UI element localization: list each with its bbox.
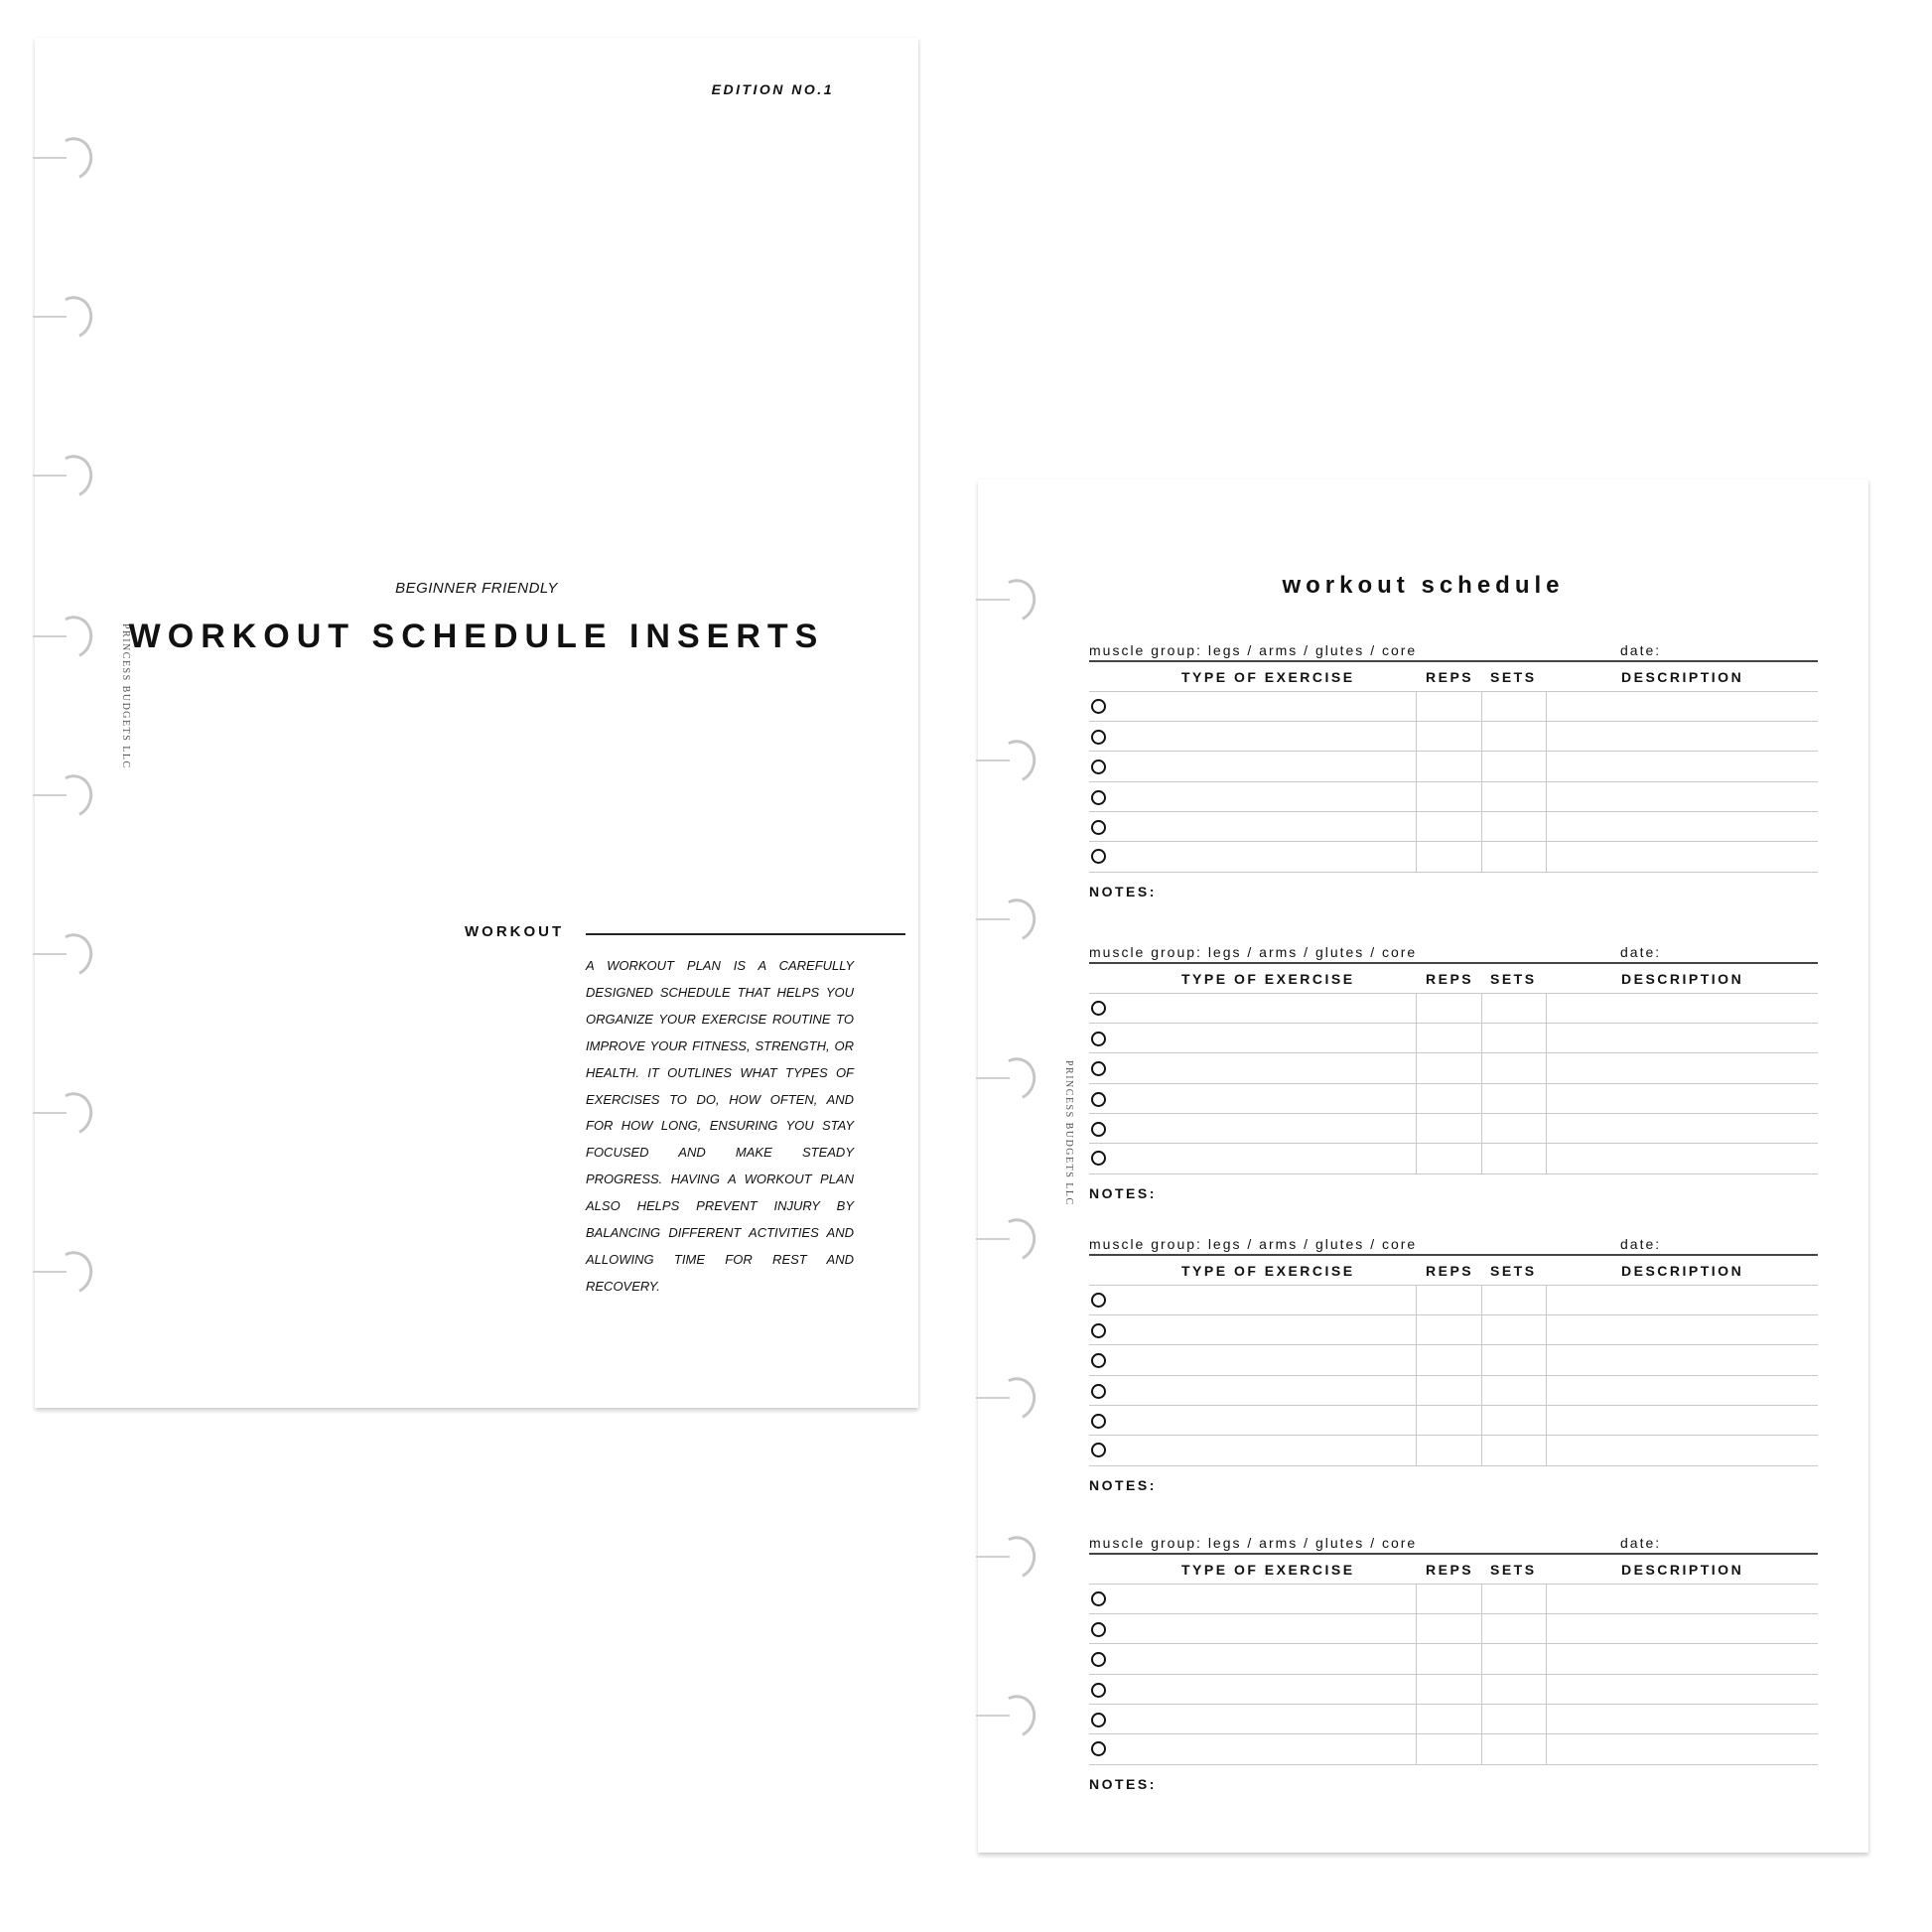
row-divider bbox=[1089, 781, 1818, 782]
row-divider bbox=[1089, 1285, 1818, 1286]
row-divider bbox=[1089, 1052, 1818, 1053]
checkbox-circle[interactable] bbox=[1091, 1443, 1106, 1457]
checkbox-circle[interactable] bbox=[1091, 699, 1106, 714]
row-divider bbox=[1089, 1584, 1818, 1585]
header-sets: SETS bbox=[1490, 971, 1537, 987]
row-divider bbox=[1089, 1314, 1818, 1315]
checkbox-circle[interactable] bbox=[1091, 820, 1106, 835]
checkbox-circle[interactable] bbox=[1091, 1384, 1106, 1399]
notes-label: NOTES: bbox=[1089, 1477, 1157, 1493]
page-title: WORKOUT SCHEDULE INSERTS bbox=[128, 618, 825, 655]
header-type-of-exercise: TYPE OF EXERCISE bbox=[1181, 1263, 1355, 1279]
disc-ring-slot bbox=[33, 933, 96, 977]
row-divider bbox=[1089, 1764, 1818, 1765]
disc-ring-slot bbox=[33, 1251, 96, 1295]
brand-vertical-text: PRINCESS BUDGETS LLC bbox=[120, 623, 131, 769]
muscle-group-label: muscle group: legs / arms / glutes / core bbox=[1089, 944, 1418, 960]
row-divider bbox=[1089, 751, 1818, 752]
header-rule bbox=[1089, 660, 1818, 662]
row-divider bbox=[1089, 1733, 1818, 1734]
section-label: WORKOUT bbox=[465, 923, 565, 940]
column-divider bbox=[1546, 1285, 1547, 1466]
muscle-group-label: muscle group: legs / arms / glutes / core bbox=[1089, 642, 1418, 658]
checkbox-circle[interactable] bbox=[1091, 1353, 1106, 1368]
header-description: DESCRIPTION bbox=[1621, 669, 1744, 685]
checkbox-circle[interactable] bbox=[1091, 1622, 1106, 1637]
checkbox-circle[interactable] bbox=[1091, 1652, 1106, 1667]
checkbox-circle[interactable] bbox=[1091, 849, 1106, 864]
schedule-page bbox=[978, 480, 1868, 1853]
checkbox-circle[interactable] bbox=[1091, 1323, 1106, 1338]
header-description: DESCRIPTION bbox=[1621, 1263, 1744, 1279]
disc-ring-slot bbox=[976, 1377, 1039, 1421]
row-divider bbox=[1089, 691, 1818, 692]
disc-ring-slot bbox=[33, 455, 96, 498]
header-sets: SETS bbox=[1490, 669, 1537, 685]
checkbox-circle[interactable] bbox=[1091, 1061, 1106, 1076]
notes-label: NOTES: bbox=[1089, 1776, 1157, 1792]
header-sets: SETS bbox=[1490, 1263, 1537, 1279]
checkbox-circle[interactable] bbox=[1091, 730, 1106, 745]
header-reps: REPS bbox=[1426, 669, 1474, 685]
checkbox-circle[interactable] bbox=[1091, 1032, 1106, 1046]
checkbox-circle[interactable] bbox=[1091, 1122, 1106, 1137]
notes-label: NOTES: bbox=[1089, 1185, 1157, 1201]
row-divider bbox=[1089, 872, 1818, 873]
row-divider bbox=[1089, 1405, 1818, 1406]
checkbox-circle[interactable] bbox=[1091, 790, 1106, 805]
column-divider bbox=[1546, 1584, 1547, 1765]
cover-page bbox=[35, 38, 918, 1408]
row-divider bbox=[1089, 1344, 1818, 1345]
workout-block bbox=[1089, 944, 1818, 1207]
row-divider bbox=[1089, 841, 1818, 842]
section-rule bbox=[586, 933, 905, 935]
workout-block bbox=[1089, 1236, 1818, 1499]
header-type-of-exercise: TYPE OF EXERCISE bbox=[1181, 669, 1355, 685]
date-label: date: bbox=[1620, 1535, 1662, 1551]
checkbox-circle[interactable] bbox=[1091, 1151, 1106, 1166]
description-text: A WORKOUT PLAN IS A CAREFULLY DESIGNED SCHEDULE THAT HELPS YOU ORGANIZE YOUR EXERCISE ROUTINE TO IMPROVE YOUR FITNESS, STRENGTH, OR HEALTH. IT OUTLINES WHAT TYPES OF EXERCISES TO DO, HOW OFTEN, AND FOR HOW LONG, ENSURING YOU STAY FOCUSED AND MAKE STEADY PROGRESS. HAVING A WORKOUT PLAN ALSO HELPS PREVENT INJURY BY BALANCING DIFFERENT ACTIVITIES AND ALLOWING TIME FOR REST AND RECOVERY. bbox=[586, 958, 854, 1294]
column-divider bbox=[1546, 993, 1547, 1174]
disc-ring-slot bbox=[976, 1536, 1039, 1580]
row-divider bbox=[1089, 1435, 1818, 1436]
column-divider bbox=[1416, 993, 1417, 1174]
disc-ring-slot bbox=[976, 1057, 1039, 1101]
row-divider bbox=[1089, 1643, 1818, 1644]
disc-ring-slot bbox=[976, 740, 1039, 783]
muscle-group-label: muscle group: legs / arms / glutes / core bbox=[1089, 1236, 1418, 1252]
header-rule bbox=[1089, 1553, 1818, 1555]
checkbox-circle[interactable] bbox=[1091, 1293, 1106, 1308]
checkbox-circle[interactable] bbox=[1091, 1414, 1106, 1429]
schedule-title: workout schedule bbox=[1282, 572, 1565, 599]
column-divider bbox=[1481, 1584, 1482, 1765]
disc-ring-slot bbox=[976, 1218, 1039, 1262]
header-type-of-exercise: TYPE OF EXERCISE bbox=[1181, 971, 1355, 987]
checkbox-circle[interactable] bbox=[1091, 1713, 1106, 1727]
row-divider bbox=[1089, 1023, 1818, 1024]
edition-label: EDITION NO.1 bbox=[711, 81, 834, 97]
subtitle: BEGINNER FRIENDLY bbox=[395, 580, 558, 597]
workout-block bbox=[1089, 642, 1818, 905]
row-divider bbox=[1089, 1113, 1818, 1114]
header-reps: REPS bbox=[1426, 1562, 1474, 1578]
row-divider bbox=[1089, 1613, 1818, 1614]
disc-ring-slot bbox=[976, 1695, 1039, 1738]
column-divider bbox=[1416, 1584, 1417, 1765]
disc-ring-slot bbox=[33, 774, 96, 818]
header-rule bbox=[1089, 1254, 1818, 1256]
column-divider bbox=[1546, 691, 1547, 873]
row-divider bbox=[1089, 1083, 1818, 1084]
header-type-of-exercise: TYPE OF EXERCISE bbox=[1181, 1562, 1355, 1578]
column-divider bbox=[1416, 1285, 1417, 1466]
checkbox-circle[interactable] bbox=[1091, 1741, 1106, 1756]
header-description: DESCRIPTION bbox=[1621, 1562, 1744, 1578]
header-rule bbox=[1089, 962, 1818, 964]
row-divider bbox=[1089, 721, 1818, 722]
date-label: date: bbox=[1620, 944, 1662, 960]
column-divider bbox=[1481, 1285, 1482, 1466]
checkbox-circle[interactable] bbox=[1091, 1683, 1106, 1698]
column-divider bbox=[1481, 993, 1482, 1174]
muscle-group-label: muscle group: legs / arms / glutes / core bbox=[1089, 1535, 1418, 1551]
header-description: DESCRIPTION bbox=[1621, 971, 1744, 987]
row-divider bbox=[1089, 993, 1818, 994]
header-reps: REPS bbox=[1426, 971, 1474, 987]
checkbox-circle[interactable] bbox=[1091, 759, 1106, 774]
row-divider bbox=[1089, 1704, 1818, 1705]
date-label: date: bbox=[1620, 1236, 1662, 1252]
checkbox-circle[interactable] bbox=[1091, 1591, 1106, 1606]
disc-ring-slot bbox=[33, 296, 96, 340]
row-divider bbox=[1089, 811, 1818, 812]
row-divider bbox=[1089, 1674, 1818, 1675]
row-divider bbox=[1089, 1465, 1818, 1466]
disc-ring-slot bbox=[976, 898, 1039, 942]
header-sets: SETS bbox=[1490, 1562, 1537, 1578]
workout-block bbox=[1089, 1535, 1818, 1798]
column-divider bbox=[1416, 691, 1417, 873]
disc-ring-slot bbox=[33, 1092, 96, 1136]
row-divider bbox=[1089, 1143, 1818, 1144]
row-divider bbox=[1089, 1375, 1818, 1376]
notes-label: NOTES: bbox=[1089, 884, 1157, 899]
checkbox-circle[interactable] bbox=[1091, 1092, 1106, 1107]
disc-ring-slot bbox=[33, 137, 96, 181]
checkbox-circle[interactable] bbox=[1091, 1001, 1106, 1016]
brand-vertical-text: PRINCESS BUDGETS LLC bbox=[1063, 1060, 1074, 1206]
column-divider bbox=[1481, 691, 1482, 873]
row-divider bbox=[1089, 1173, 1818, 1174]
header-reps: REPS bbox=[1426, 1263, 1474, 1279]
date-label: date: bbox=[1620, 642, 1662, 658]
